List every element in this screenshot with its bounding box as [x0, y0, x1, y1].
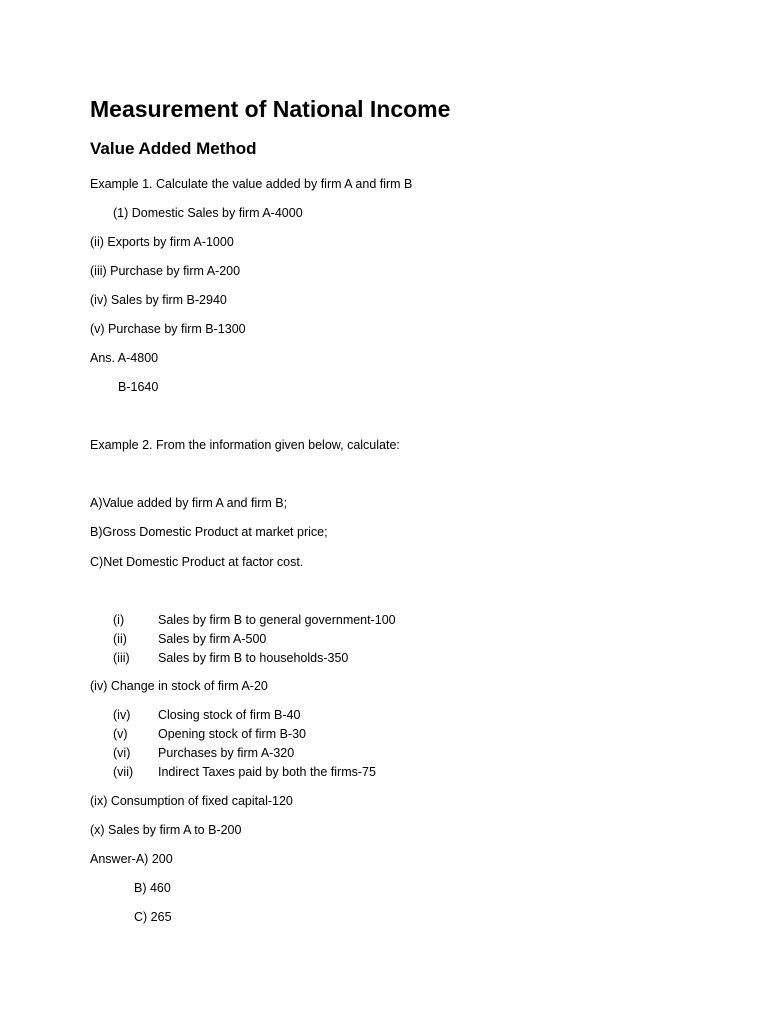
list-item: Purchases by firm A-320	[158, 746, 295, 760]
list-item-number: (ii)	[113, 632, 127, 646]
example2-answer: Answer-A) 200	[90, 852, 173, 866]
example1-answer: B-1640	[118, 380, 159, 394]
example1-item: (ii) Exports by firm A-1000	[90, 235, 234, 249]
change-in-stock: (iv) Change in stock of firm A-20	[90, 679, 268, 693]
list-item: Sales by firm A-500	[158, 632, 267, 646]
example1-answer: Ans. A-4800	[90, 351, 159, 365]
list-item-number: (iv)	[113, 708, 131, 722]
example2-part: C)Net Domestic Product at factor cost.	[90, 555, 304, 569]
list-item: Closing stock of firm B-40	[158, 708, 301, 722]
example1-intro: Example 1. Calculate the value added by firm A and firm B	[90, 177, 413, 191]
page-title: Measurement of National Income	[90, 96, 451, 122]
example2-answer: C) 265	[134, 910, 172, 924]
list-item-number: (vii)	[113, 765, 134, 779]
list-item-number: (i)	[113, 613, 125, 627]
list-item: Opening stock of firm B-30	[158, 727, 306, 741]
list-item: Indirect Taxes paid by both the firms-75	[158, 765, 376, 779]
list-item-number: (iii)	[113, 651, 130, 665]
example2-intro: Example 2. From the information given below, calculate:	[90, 438, 400, 452]
example1-item: (iv) Sales by firm B-2940	[90, 293, 227, 307]
example2-answer: B) 460	[134, 881, 171, 895]
example2-part: B)Gross Domestic Product at market price;	[90, 525, 328, 539]
list-item: Sales by firm B to general government-100	[158, 613, 396, 627]
list-item-number: (vi)	[113, 746, 131, 760]
example1-item: (v) Purchase by firm B-1300	[90, 322, 246, 336]
example2-part: A)Value added by firm A and firm B;	[90, 496, 288, 510]
list-item: Sales by firm B to households-350	[158, 651, 349, 665]
example2-extra: (ix) Consumption of fixed capital-120	[90, 794, 293, 808]
example1-item: (1) Domestic Sales by firm A-4000	[113, 206, 303, 220]
example2-extra: (x) Sales by firm A to B-200	[90, 823, 242, 837]
example1-item: (iii) Purchase by firm A-200	[90, 264, 241, 278]
list-item-number: (v)	[113, 727, 128, 741]
section-heading: Value Added Method	[90, 139, 257, 158]
